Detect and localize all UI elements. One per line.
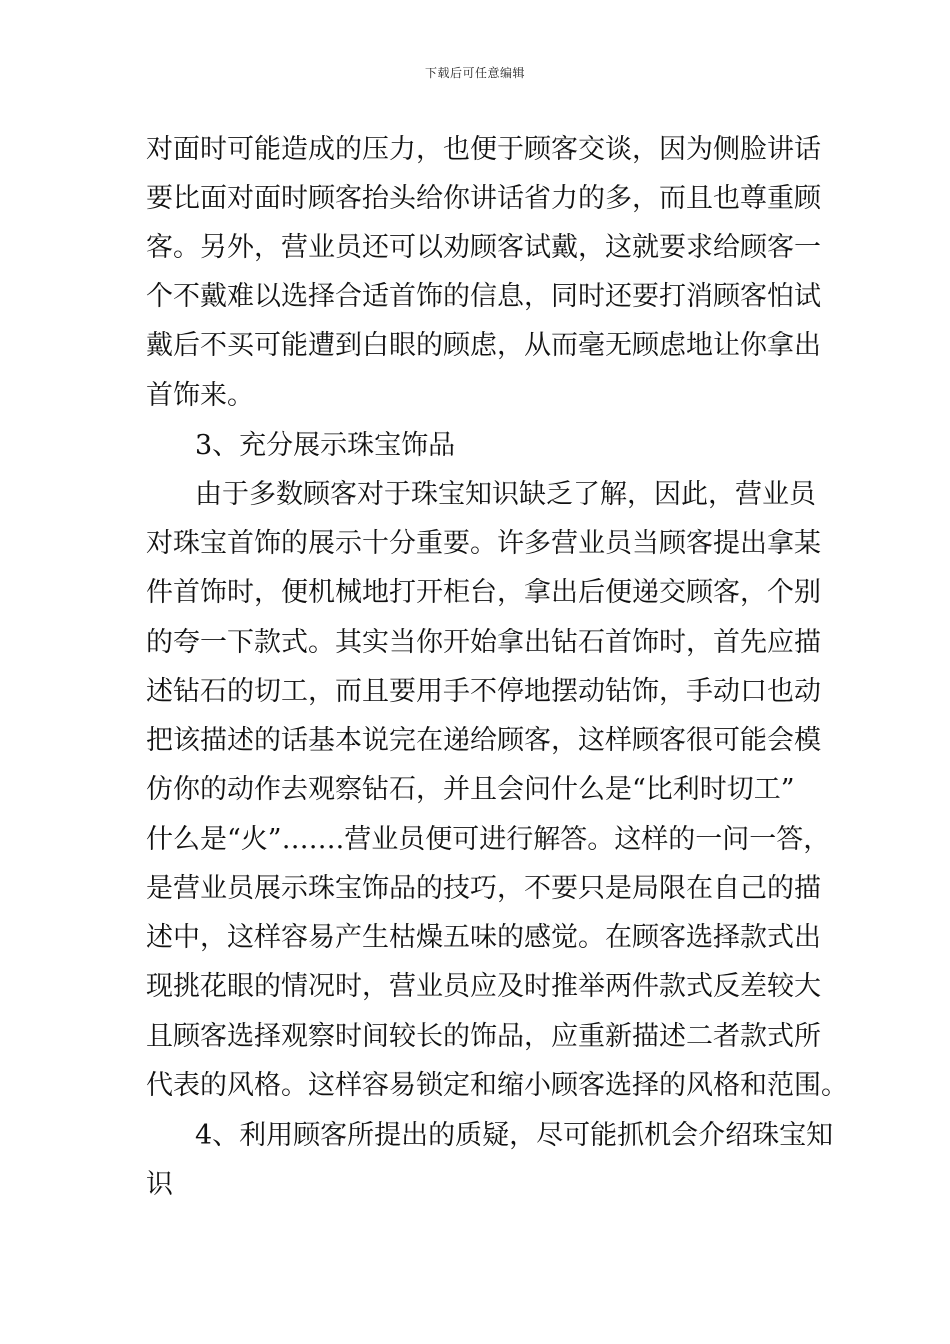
body-line: 把该描述的话基本说完在递给顾客，这样顾客很可能会模 xyxy=(146,725,821,756)
body-line: 首饰来。 xyxy=(146,380,254,411)
body-line: 个不戴难以选择合适首饰的信息，同时还要打消顾客怕试 xyxy=(146,281,821,312)
body-line: 识 xyxy=(146,1169,173,1200)
body-line: 对珠宝首饰的展示十分重要。许多营业员当顾客提出拿某 xyxy=(146,528,821,559)
body-line: 的夸一下款式。其实当你开始拿出钻石首饰时，首先应描 xyxy=(146,627,821,658)
header-note: 下载后可任意编辑 xyxy=(424,66,525,80)
body-line: 现挑花眼的情况时，营业员应及时推举两件款式反差较大 xyxy=(146,971,821,1002)
body-line: 仿你的动作去观察钻石，并且会问什么是“比利时切工” xyxy=(146,774,795,805)
body-line: 述钻石的切工，而且要用手不停地摆动钻饰，手动口也动 xyxy=(146,676,821,707)
section-heading: 3、充分展示珠宝饰品 xyxy=(195,430,456,461)
body-line: 是营业员展示珠宝饰品的技巧，不要只是局限在自己的描 xyxy=(146,873,821,904)
body-line: 述中，这样容易产生枯燥五味的感觉。在顾客选择款式出 xyxy=(146,922,821,953)
body-line: 什么是“火”…….营业员便可进行解答。这样的一问一答， xyxy=(146,824,831,855)
body-line: 代表的风格。这样容易锁定和缩小顾客选择的风格和范围。 xyxy=(146,1070,848,1101)
body-line: 且顾客选择观察时间较长的饰品，应重新描述二者款式所 xyxy=(146,1021,821,1052)
body-line: 件首饰时，便机械地打开柜台，拿出后便递交顾客，个别 xyxy=(146,577,821,608)
body-line: 对面时可能造成的压力，也便于顾客交谈，因为侧脸讲话 xyxy=(146,134,821,165)
body-line: 客。另外，营业员还可以劝顾客试戴，这就要求给顾客一 xyxy=(146,232,821,263)
body-line: 由于多数顾客对于珠宝知识缺乏了解，因此，营业员 xyxy=(195,479,816,510)
body-line: 要比面对面时顾客抬头给你讲话省力的多，而且也尊重顾 xyxy=(146,183,821,214)
body-line: 戴后不买可能遭到白眼的顾虑，从而毫无顾虑地让你拿出 xyxy=(146,330,821,361)
section-heading: 4、利用顾客所提出的质疑，尽可能抓机会介绍珠宝知 xyxy=(195,1120,834,1151)
